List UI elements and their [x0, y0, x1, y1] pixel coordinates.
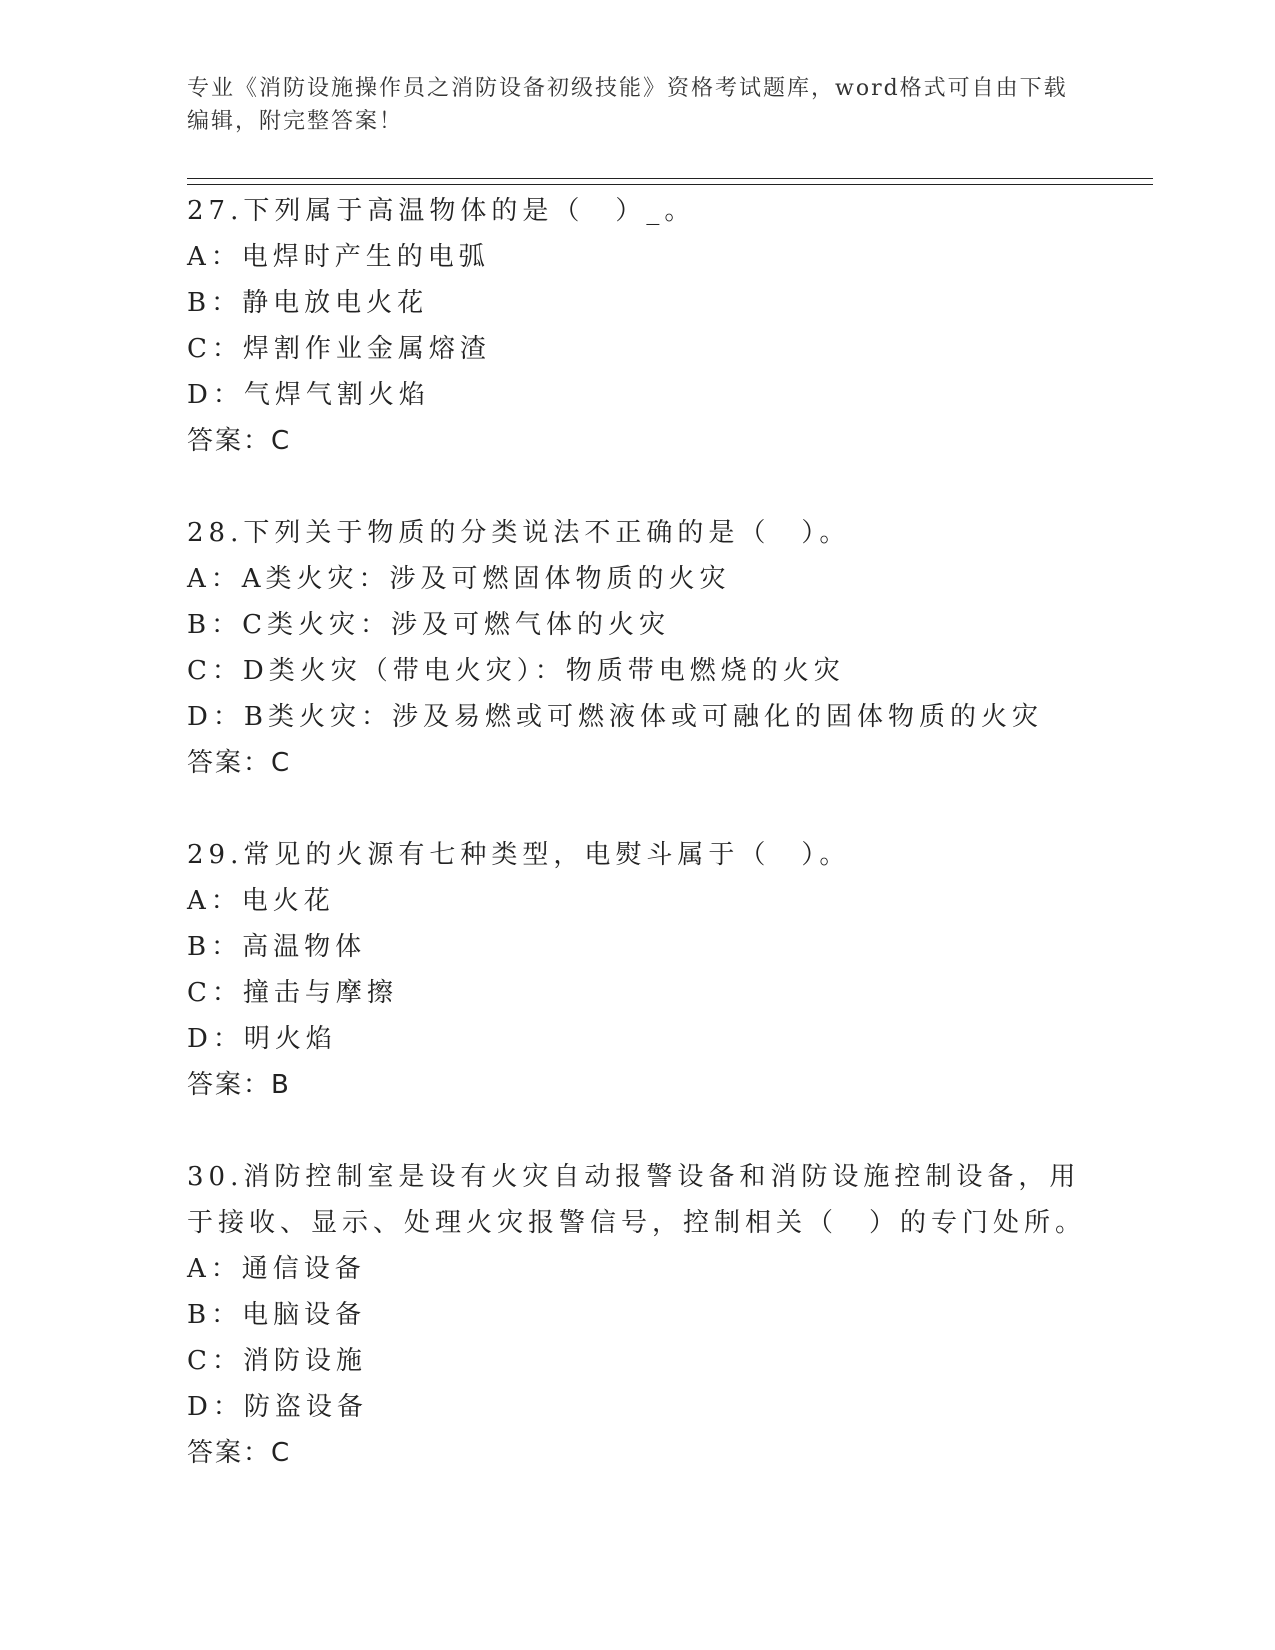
question-stem: 29.常见的火源有七种类型，电熨斗属于（ ）。: [187, 840, 851, 870]
option-a: A：电焊时产生的电弧: [187, 242, 490, 272]
option-d: D：气焊气割火焰: [187, 380, 430, 410]
answer-line: 答案：B: [187, 1070, 291, 1100]
option-c: C：消防设施: [187, 1346, 367, 1376]
answer-line: 答案：C: [187, 426, 292, 456]
question-stem: 27.下列属于高温物体的是（ ）_。: [187, 196, 696, 226]
question-27: [187, 188, 1087, 464]
question-stem: 28.下列关于物质的分类说法不正确的是（ ）。: [187, 518, 851, 548]
option-a: A：A类火灾：涉及可燃固体物质的火灾: [187, 564, 731, 594]
question-list: [187, 188, 1087, 1476]
option-c: C：撞击与摩擦: [187, 978, 398, 1008]
option-a: A：通信设备: [187, 1254, 366, 1284]
option-d: D：明火焰: [187, 1024, 337, 1054]
option-b: B：电脑设备: [187, 1300, 367, 1330]
header-rule-top: [187, 178, 1153, 179]
option-c: C：焊割作业金属熔渣: [187, 334, 491, 364]
header-rule-bottom: [187, 184, 1153, 185]
option-d: D：B类火灾：涉及易燃或可燃液体或可融化的固体物质的火灾: [187, 702, 1043, 732]
option-a: A：电火花: [187, 886, 335, 916]
question-30: [187, 1154, 1087, 1476]
option-d: D：防盗设备: [187, 1392, 368, 1422]
option-b: B：高温物体: [187, 932, 367, 962]
answer-line: 答案：C: [187, 748, 292, 778]
option-b: B：C类火灾：涉及可燃气体的火灾: [187, 610, 671, 640]
question-28: [187, 510, 1087, 786]
document-header: 专业《消防设施操作员之消防设备初级技能》资格考试题库，word格式可自由下载编辑，附完整答案！: [187, 76, 1068, 134]
option-c: C：D类火灾（带电火灾）：物质带电燃烧的火灾: [187, 656, 845, 686]
question-29: [187, 832, 1087, 1108]
question-stem: 30.消防控制室是设有火灾自动报警设备和消防设施控制设备，用于接收、显示、处理火灾报警信号，控制相关（ ）的专门处所。: [187, 1162, 1087, 1238]
answer-line: 答案：C: [187, 1438, 292, 1468]
option-b: B：静电放电火花: [187, 288, 429, 318]
